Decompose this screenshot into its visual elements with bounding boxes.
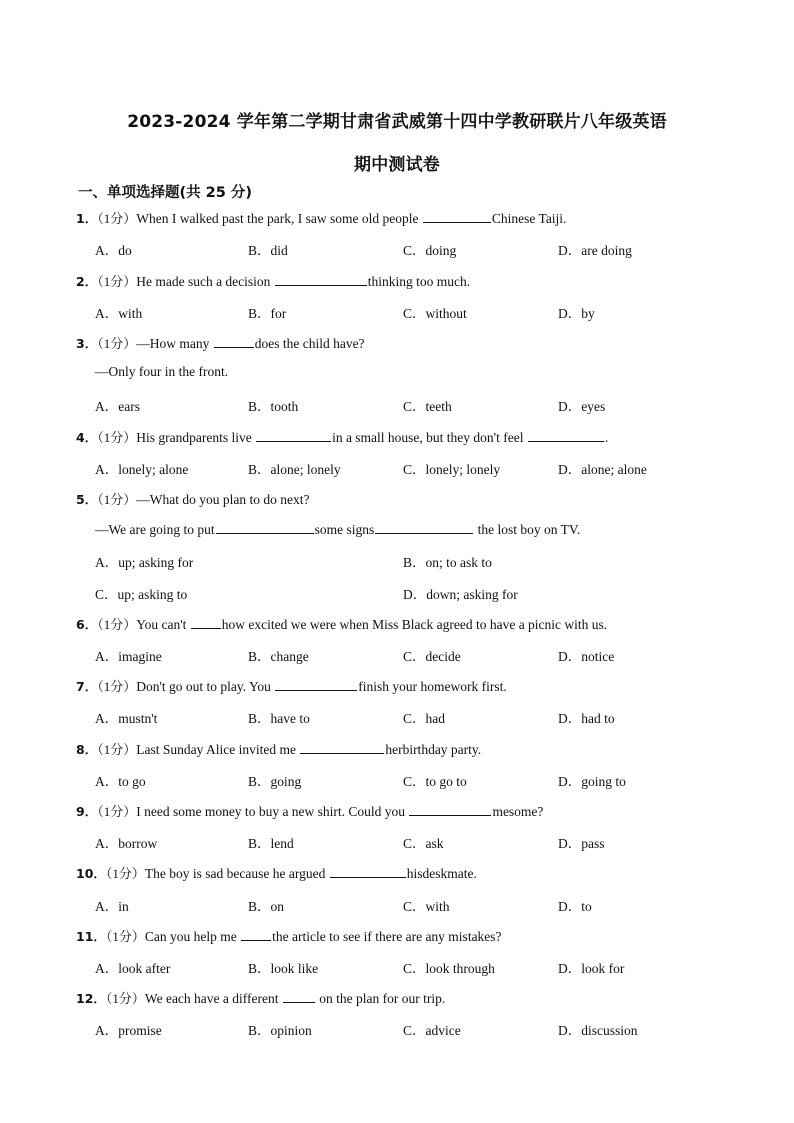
question-3: 3．（1分）—How many does the child have? bbox=[76, 336, 365, 351]
option-d[interactable]: D．had to bbox=[558, 711, 615, 726]
option-c[interactable]: C．lonely; lonely bbox=[403, 462, 501, 477]
option-a[interactable]: A．mustn't bbox=[95, 711, 158, 726]
option-d[interactable]: D．to bbox=[558, 899, 592, 914]
answer-blank bbox=[241, 927, 271, 941]
option-d[interactable]: D．by bbox=[558, 306, 595, 321]
option-a[interactable]: A．ears bbox=[95, 399, 140, 414]
option-b[interactable]: B．alone; lonely bbox=[248, 462, 341, 477]
option-d[interactable]: D．are doing bbox=[558, 243, 632, 258]
option-b[interactable]: B．look like bbox=[248, 961, 319, 976]
question-10: 10．（1分）The boy is sad because he argued hisdeskmate. bbox=[76, 866, 477, 881]
answer-blank bbox=[528, 428, 604, 442]
question-5: 5．（1分）—What do you plan to do next? bbox=[76, 492, 310, 507]
question-9: 9．（1分）I need some money to buy a new shirt. Could you mesome? bbox=[76, 804, 544, 819]
section-title: 一、单项选择题(共 25 分) bbox=[78, 185, 253, 201]
option-a[interactable]: A．do bbox=[95, 243, 132, 258]
answer-blank bbox=[275, 272, 367, 286]
answer-blank bbox=[330, 864, 406, 878]
option-d[interactable]: D．notice bbox=[558, 649, 615, 664]
option-c[interactable]: C．look through bbox=[403, 961, 495, 976]
option-c[interactable]: C．without bbox=[403, 306, 467, 321]
answer-blank bbox=[275, 677, 357, 691]
exam-title: 2023-2024 学年第二学期甘肃省武威第十四中学教研联片八年级英语 bbox=[127, 112, 667, 132]
option-d[interactable]: D．down; asking for bbox=[403, 587, 518, 602]
question-1: 1．（1分）When I walked past the park, I saw some old people Chinese Taiji. bbox=[76, 211, 567, 226]
option-d[interactable]: D．discussion bbox=[558, 1023, 638, 1038]
answer-blank bbox=[214, 334, 254, 348]
option-a[interactable]: A．imagine bbox=[95, 649, 162, 664]
answer-blank bbox=[300, 740, 384, 754]
question-3-reply: —Only four in the front. bbox=[95, 364, 229, 379]
option-b[interactable]: B．have to bbox=[248, 711, 310, 726]
option-c[interactable]: C．had bbox=[403, 711, 445, 726]
option-d[interactable]: D．going to bbox=[558, 774, 626, 789]
question-4: 4．（1分）His grandparents live in a small house, but they don't feel . bbox=[76, 430, 609, 445]
option-d[interactable]: D．look for bbox=[558, 961, 625, 976]
option-c[interactable]: C．doing bbox=[403, 243, 457, 258]
option-a[interactable]: A．with bbox=[95, 306, 143, 321]
option-c[interactable]: C．ask bbox=[403, 836, 444, 851]
question-8: 8．（1分）Last Sunday Alice invited me herbirthday party. bbox=[76, 742, 482, 757]
answer-blank bbox=[216, 520, 314, 534]
option-a[interactable]: A．lonely; alone bbox=[95, 462, 189, 477]
question-6: 6．（1分）You can't how excited we were when Miss Black agreed to have a picnic with us. bbox=[76, 617, 608, 632]
option-b[interactable]: B．tooth bbox=[248, 399, 299, 414]
question-12: 12．（1分）We each have a different on the plan for our trip. bbox=[76, 991, 446, 1006]
option-b[interactable]: B．did bbox=[248, 243, 288, 258]
option-b[interactable]: B．lend bbox=[248, 836, 294, 851]
option-c[interactable]: C．advice bbox=[403, 1023, 461, 1038]
option-a[interactable]: A．promise bbox=[95, 1023, 162, 1038]
option-b[interactable]: B．change bbox=[248, 649, 309, 664]
option-b[interactable]: B．for bbox=[248, 306, 287, 321]
option-a[interactable]: A．look after bbox=[95, 961, 171, 976]
answer-blank bbox=[375, 520, 473, 534]
option-d[interactable]: D．pass bbox=[558, 836, 605, 851]
option-d[interactable]: D．eyes bbox=[558, 399, 606, 414]
option-b[interactable]: B．on; to ask to bbox=[403, 555, 492, 570]
answer-blank bbox=[409, 802, 491, 816]
question-11: 11．（1分）Can you help me the article to see if there are any mistakes? bbox=[76, 929, 502, 944]
option-c[interactable]: C．teeth bbox=[403, 399, 452, 414]
option-a[interactable]: A．borrow bbox=[95, 836, 158, 851]
option-c[interactable]: C．decide bbox=[403, 649, 461, 664]
option-c[interactable]: C．up; asking to bbox=[95, 587, 188, 602]
question-2: 2．（1分）He made such a decision thinking too much. bbox=[76, 274, 471, 289]
option-a[interactable]: A．to go bbox=[95, 774, 146, 789]
option-b[interactable]: B．on bbox=[248, 899, 285, 914]
question-7: 7．（1分）Don't go out to play. You finish your homework first. bbox=[76, 679, 507, 694]
exam-subtitle: 期中测试卷 bbox=[354, 155, 440, 175]
option-a[interactable]: A．up; asking for bbox=[95, 555, 194, 570]
option-d[interactable]: D．alone; alone bbox=[558, 462, 647, 477]
option-a[interactable]: A．in bbox=[95, 899, 129, 914]
answer-blank bbox=[423, 209, 491, 223]
answer-blank bbox=[283, 989, 315, 1003]
answer-blank bbox=[256, 428, 331, 442]
answer-blank bbox=[191, 615, 221, 629]
question-5-reply: —We are going to put some signs the lost boy on TV. bbox=[95, 522, 581, 537]
option-b[interactable]: B．going bbox=[248, 774, 302, 789]
option-c[interactable]: C．with bbox=[403, 899, 450, 914]
option-b[interactable]: B．opinion bbox=[248, 1023, 312, 1038]
option-c[interactable]: C．to go to bbox=[403, 774, 467, 789]
